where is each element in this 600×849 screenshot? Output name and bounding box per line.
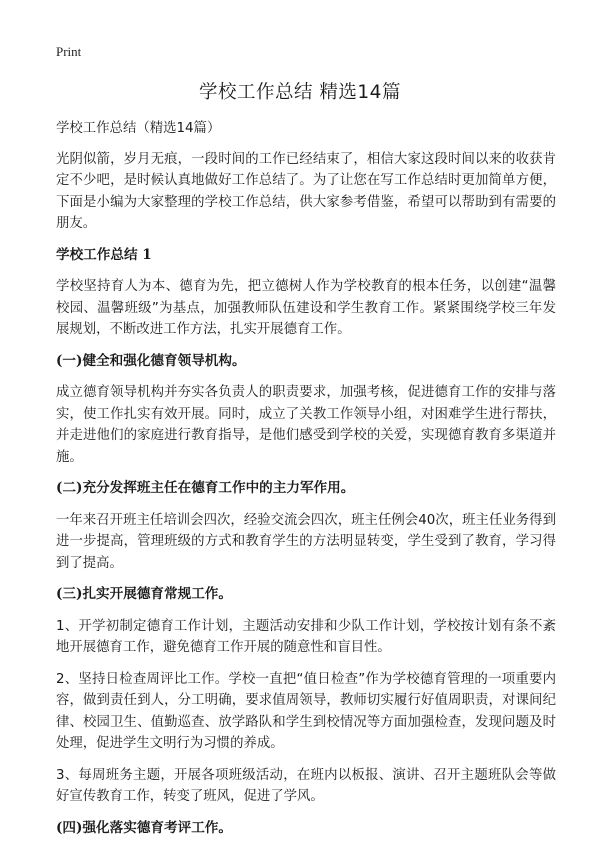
part-heading-4: (四)强化落实德育考评工作。 (56, 819, 232, 836)
page-title: 学校工作总结 精选14篇 (199, 82, 401, 103)
part-paragraph-1: 成立德育领导机构并夯实各负责人的职责要求，加强考核，促进德育工作的安排与落实，使工作扎实有效开展。同时，成立了关教工作领导小组，对困难学生进行帮扶，并走进他们的家庭进行教育指导，是他们感受到学校的关爱，实现德育教育多渠道并施。 (56, 385, 556, 465)
subtitle: 学校工作总结（精选14篇） (56, 121, 221, 136)
article-body (56, 118, 556, 849)
print-link[interactable]: Print (56, 44, 82, 59)
intro-paragraph: 光阴似箭，岁月无痕，一段时间的工作已经结束了，相信大家这段时间以来的收获肯定不少吧，是时候认真地做好工作总结了。为了让您在写工作总结时更加简单方便，下面是小编为大家整理的学校工作总结，供大家参考借鉴，希望可以帮助到有需要的朋友。 (56, 151, 556, 231)
list-item: 2、坚持日检查周评比工作。学校一直把“值日检查”作为学校德育管理的一项重要内容，做到责任到人，分工明确，要求值周领导，教师切实履行好值周职责，对课间纪律、校园卫生、值勤巡查、放学路队和学生到校情况等方面加强检查，发现问题及时处理，促进学生文明行为习惯的养成。 (56, 671, 556, 751)
section-paragraph: 学校坚持育人为本、德育为先，把立德树人作为学校教育的根本任务，以创建“温馨校园、温馨班级”为基点，加强教师队伍建设和学生教育工作。紧紧围绕学校三年发展规划，不断改进工作方法，扎实开展德育工作。 (56, 279, 556, 337)
list-item: 1、开学初制定德育工作计划，主题活动安排和少队工作计划，学校按计划有条不紊地开展德育工作，避免德育工作开展的随意性和盲目性。 (56, 618, 556, 655)
part-heading-3: (三)扎实开展德育常规工作。 (56, 586, 232, 602)
section-heading: 学校工作总结 1 (56, 246, 152, 263)
part-heading-2: (二)充分发挥班主任在德育工作中的主力军作用。 (56, 480, 355, 496)
list-item: 3、每周班务主题，开展各项班级活动，在班内以板报、演讲、召开主题班队会等做好宣传教育工作，转变了班风，促进了学风。 (56, 767, 556, 804)
part-heading-1: (一)健全和强化德育领导机构。 (56, 352, 246, 369)
part-paragraph-2: 一年来召开班主任培训会四次，经验交流会四次，班主任例会40次，班主任业务得到进一步提高，管理班级的方式和教育学生的方法明显转变，学生受到了教育，学习得到了提高。 (56, 512, 556, 571)
